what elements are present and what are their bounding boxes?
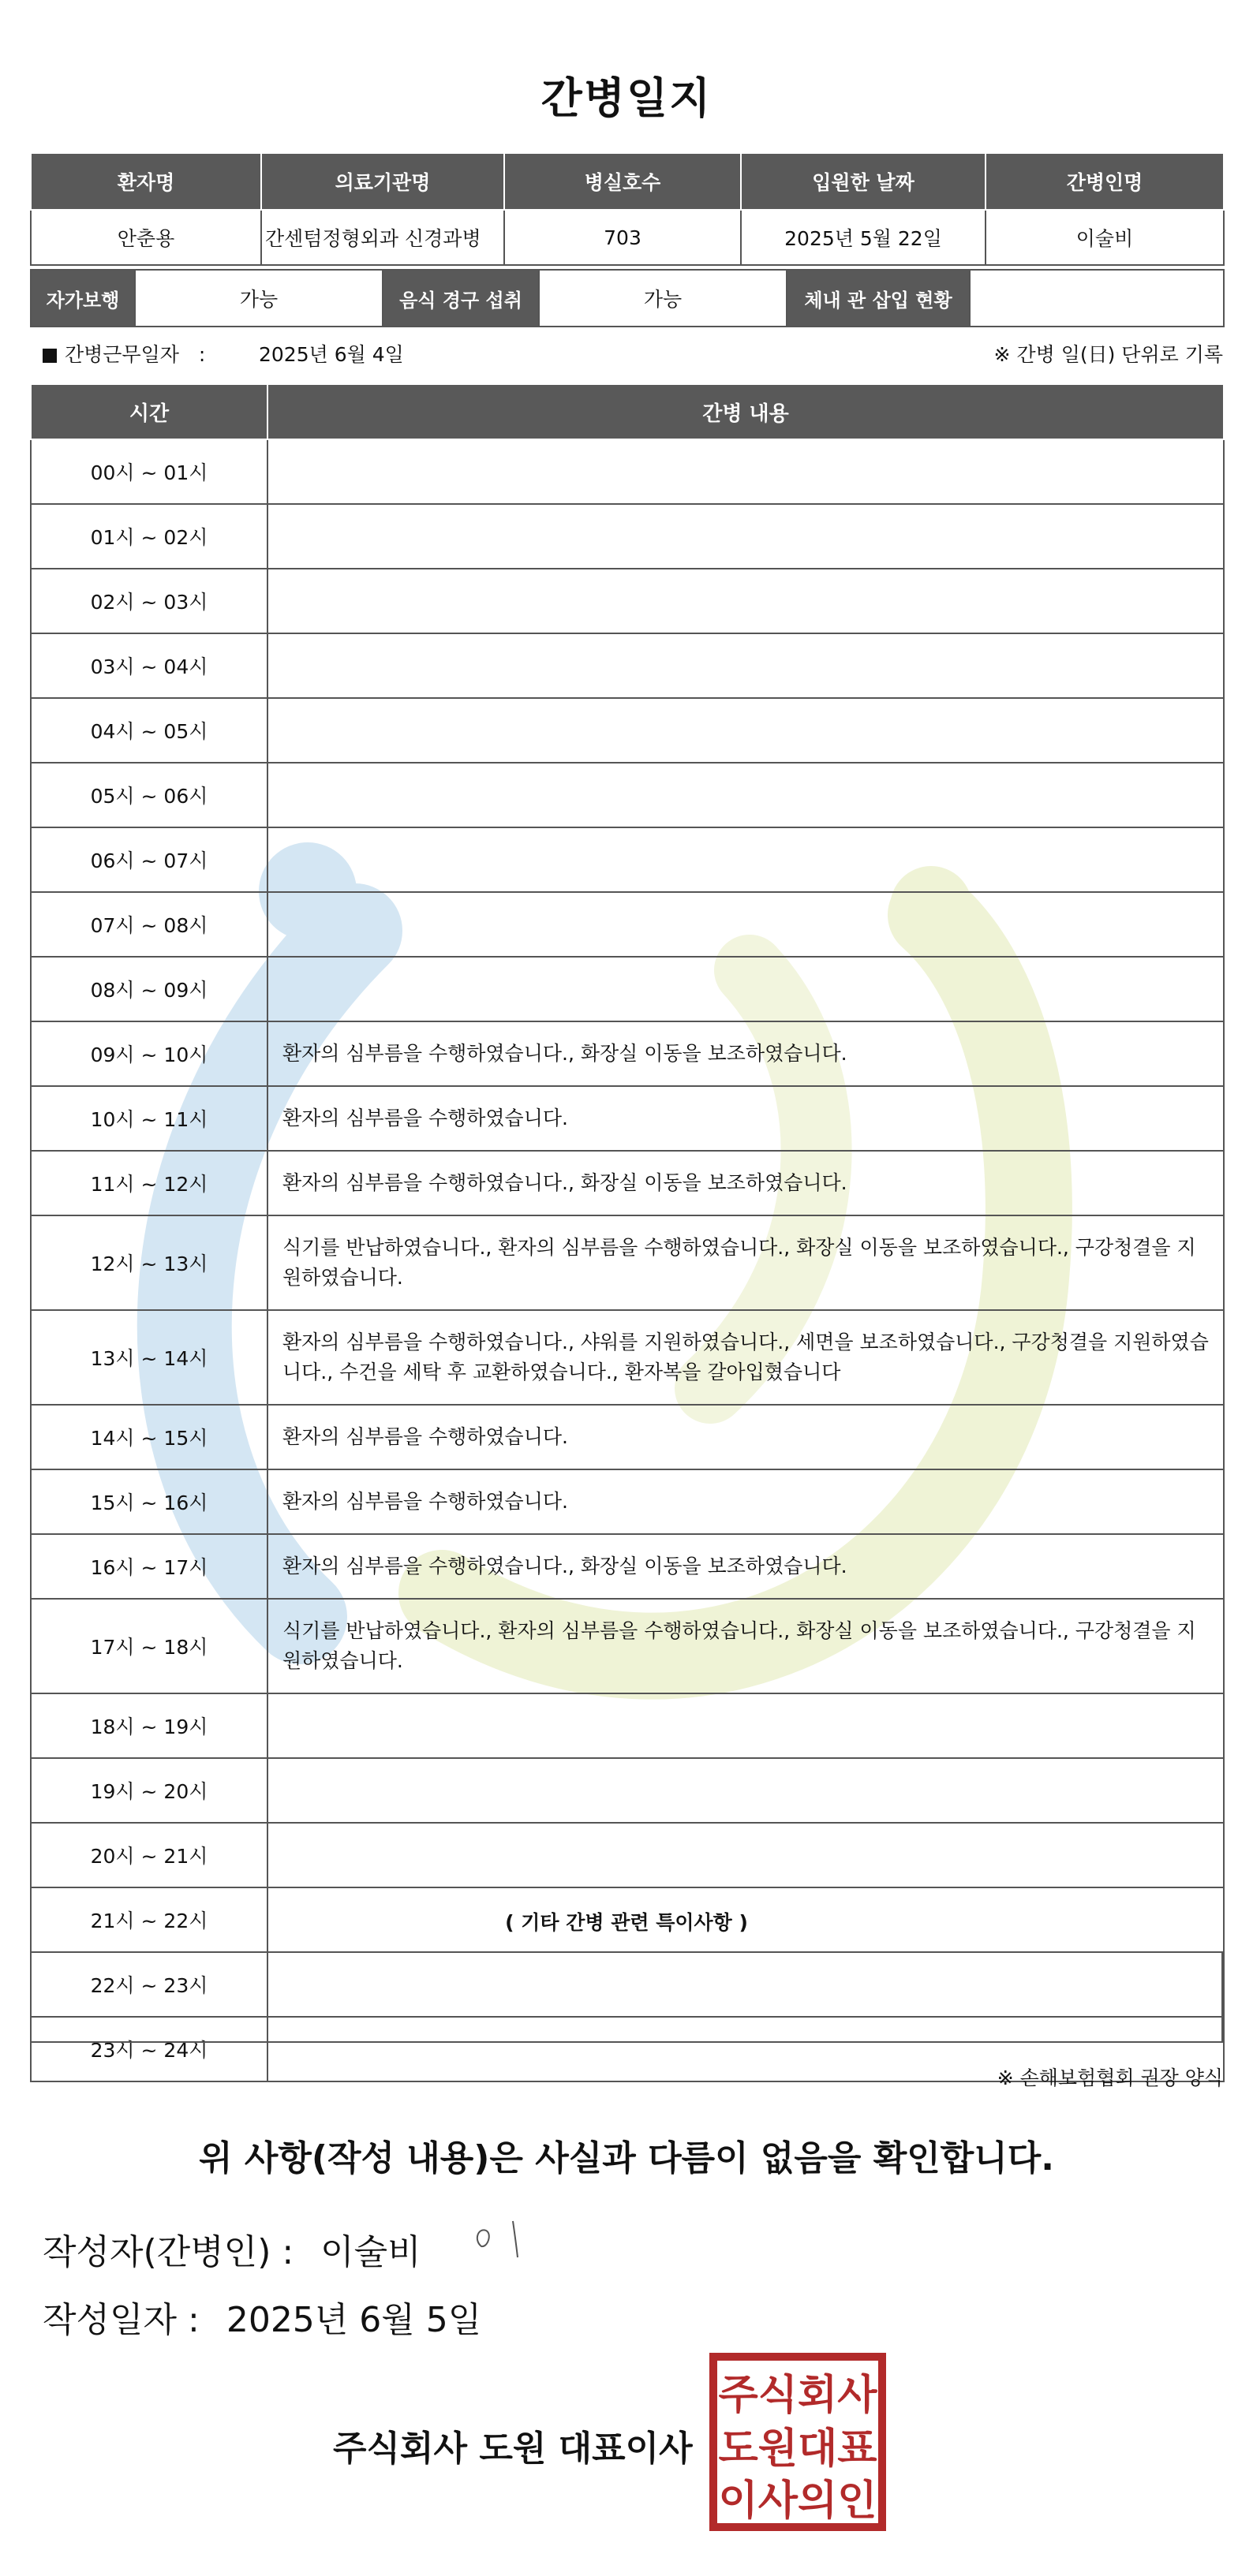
patient-info-header [31,153,1224,210]
care-log-table [30,383,1225,2082]
care-content: 환자의 심부름을 수행하였습니다. [267,1405,1224,1469]
time-slot: 10시 ~ 11시 [31,1086,267,1151]
care-log-row [31,1405,1224,1469]
page-title: 간병일지 [540,73,713,123]
time-slot: 03시 ~ 04시 [31,633,267,698]
patient-status-table [30,269,1225,327]
care-content: 환자의 심부름을 수행하였습니다., 화장실 이동을 보조하였습니다. [267,1534,1224,1599]
care-log-row [31,1693,1224,1758]
care-log-row [31,1215,1224,1310]
self-walk-value: 가능 [135,270,383,327]
admission-date-value: 2025년 5월 22일 [741,210,986,265]
time-slot: 06시 ~ 07시 [31,827,267,892]
care-log-row [31,1310,1224,1405]
care-content [267,763,1224,827]
care-log-row [31,892,1224,957]
room-number-value: 703 [504,210,741,265]
care-content [267,569,1224,633]
caregiver-name-value: 이술비 [986,210,1224,265]
care-log-row [31,1758,1224,1823]
care-content [267,439,1224,504]
confirmation-statement: 위 사항(작성 내용)은 사실과 다름이 없음을 확인합니다. [199,2138,1054,2178]
care-content [267,504,1224,569]
care-log-row [31,504,1224,569]
square-bullet-icon [43,349,57,363]
seal-text-line: 도원대표 [718,2425,877,2473]
daily-record-note: ※ 간병 일(日) 단위로 기록 [993,343,1223,366]
patient-info-values [31,210,1224,265]
write-date-line [43,2291,481,2342]
time-slot: 12시 ~ 13시 [31,1215,267,1310]
time-slot: 07시 ~ 08시 [31,892,267,957]
care-content [267,633,1224,698]
patient-name-value: 안춘용 [31,210,261,265]
hospital-name-value: 간센텀정형외과 신경과병 [261,210,504,265]
time-slot: 14시 ~ 15시 [31,1405,267,1469]
seal-text-line: 주식회사 [718,2372,877,2419]
write-date-value: 2025년 6월 5일 [226,2300,482,2340]
care-content [267,892,1224,957]
other-notes-box [30,1951,1223,2043]
recommended-form-note: ※ 손해보험협회 권장 양식 [997,2066,1223,2089]
time-slot: 13시 ~ 14시 [31,1310,267,1405]
tube-insertion-value [970,270,1224,327]
time-slot: 22시 ~ 23시 [31,1952,267,2017]
content-column-header: 간병 내용 [267,384,1224,439]
time-slot: 20시 ~ 21시 [31,1823,267,1887]
time-slot: 23시 ~ 24시 [31,2017,267,2081]
company-seal-stamp [709,2352,887,2532]
care-content: 환자의 심부름을 수행하였습니다. [267,1086,1224,1151]
time-slot: 11시 ~ 12시 [31,1151,267,1215]
care-log-row [31,1469,1224,1534]
time-slot: 00시 ~ 01시 [31,439,267,504]
time-slot: 16시 ~ 17시 [31,1534,267,1599]
writer-name: 이술비 [320,2232,421,2272]
care-log-row [31,957,1224,1021]
handwritten-signature [464,2216,559,2264]
tube-insertion-label: 체내 관 삽입 현황 [787,270,970,327]
self-walk-label: 자가보행 [31,270,135,327]
time-slot: 05시 ~ 06시 [31,763,267,827]
care-log-row [31,698,1224,763]
work-date-label-wrap [43,339,205,368]
care-content: 환자의 심부름을 수행하였습니다. [267,1469,1224,1534]
care-log-row [31,763,1224,827]
time-slot: 18시 ~ 19시 [31,1693,267,1758]
time-slot: 21시 ~ 22시 [31,1887,267,1952]
care-content [267,957,1224,1021]
care-content [267,698,1224,763]
time-slot: 04시 ~ 05시 [31,698,267,763]
writer-line [43,2216,559,2274]
header-admission-date: 입원한 날짜 [741,153,986,210]
time-slot: 15시 ~ 16시 [31,1469,267,1534]
other-notes-title: ( 기타 간병 관련 특이사항 ) [505,1911,748,1934]
patient-status-row [31,270,1224,327]
care-log-row [31,1021,1224,1086]
header-room-number: 병실호수 [504,153,741,210]
work-date-row [30,339,1223,371]
care-log-row [31,439,1224,504]
care-log-row [31,633,1224,698]
patient-info-table [30,152,1225,266]
work-date-value: 2025년 6월 4일 [259,343,404,366]
care-content [267,1693,1224,1758]
care-content [267,827,1224,892]
care-content: 식기를 반납하였습니다., 환자의 심부름을 수행하였습니다., 화장실 이동을 보조하였습니다., 구강청결을 지원하였습니다. [267,1599,1224,1693]
company-representative: 주식회사 도원 대표이사 [333,2429,693,2469]
care-log-row [31,1151,1224,1215]
care-log-row [31,1086,1224,1151]
care-log-row [31,1534,1224,1599]
seal-text-line: 이사의인 [718,2477,877,2525]
care-content: 환자의 심부름을 수행하였습니다., 화장실 이동을 보조하였습니다. [267,1151,1224,1215]
header-caregiver-name: 간병인명 [986,153,1224,210]
care-log-body [31,439,1224,2081]
time-slot: 08시 ~ 09시 [31,957,267,1021]
care-content: 환자의 심부름을 수행하였습니다., 샤워를 지원하였습니다., 세면을 보조하였습니다., 구강청결을 지원하였습니다., 수건을 세탁 후 교환하였습니다., 환자복을 갈아입혔습니다 [267,1310,1224,1405]
header-patient-name: 환자명 [31,153,261,210]
care-content: 식기를 반납하였습니다., 환자의 심부름을 수행하였습니다., 화장실 이동을 보조하였습니다., 구강청결을 지원하였습니다. [267,1215,1224,1310]
care-content: 환자의 심부름을 수행하였습니다., 화장실 이동을 보조하였습니다. [267,1021,1224,1086]
time-slot: 02시 ~ 03시 [31,569,267,633]
time-slot: 09시 ~ 10시 [31,1021,267,1086]
time-column-header: 시간 [31,384,267,439]
work-date-label: 간병근무일자 : [65,343,206,366]
header-hospital-name: 의료기관명 [261,153,504,210]
oral-intake-label: 음식 경구 섭취 [383,270,539,327]
care-log-header [31,384,1224,439]
care-log-row [31,569,1224,633]
oral-intake-value: 가능 [539,270,787,327]
care-log-row [31,1599,1224,1693]
care-content [267,1823,1224,1887]
time-slot: 01시 ~ 02시 [31,504,267,569]
care-content [267,1758,1224,1823]
time-slot: 19시 ~ 20시 [31,1758,267,1823]
write-date-label: 작성일자 : [43,2300,200,2340]
care-log-row [31,827,1224,892]
writer-label: 작성자(간병인) : [43,2232,294,2272]
time-slot: 17시 ~ 18시 [31,1599,267,1693]
care-log-row [31,1823,1224,1887]
